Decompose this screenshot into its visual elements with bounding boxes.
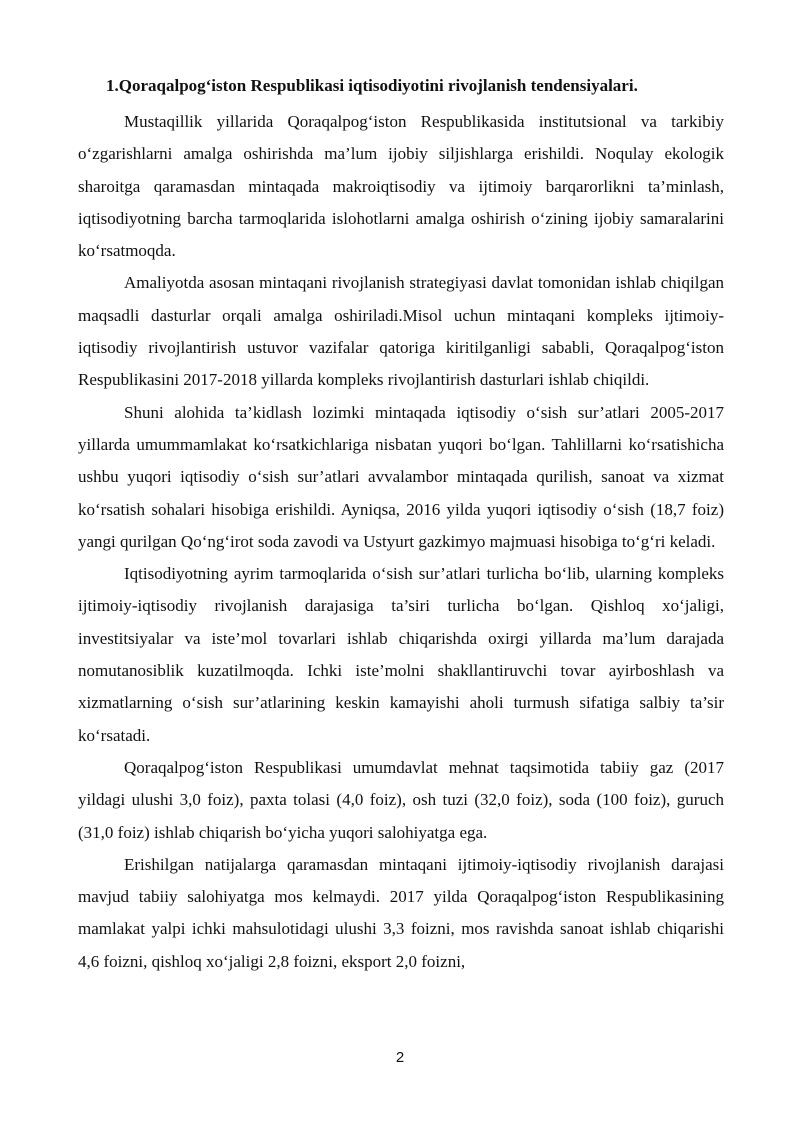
paragraph-6: Erishilgan natijalarga qaramasdan mintaqani ijtimoiy-iqtisodiy rivojlanish darajasi mavjud tabiiy salohiyatga mos kelmaydi. 2017 yilda Qoraqalpog‘iston Respublikasining mamlakat yalpi ichki mahsulotidagi ulushi 3,3 foizni, mos ravishda sanoat ishlab chiqarishi 4,6 foizni, qishloq xo‘jaligi 2,8 foizni, eksport 2,0 foizni, bbox=[78, 854, 724, 971]
document-page bbox=[78, 70, 724, 978]
paragraph-1: Mustaqillik yillarida Qoraqalpog‘iston Respublikasida institutsional va tarkibiy o‘zgarishlarni amalga oshirishda ma’lum ijobiy siljishlarga erishildi. Noqulay ekologik sharoitga qaramasdan mintaqada makroiqtisodiy va ijtimoiy barqarorlikni ta’minlash, iqtisodiyotning barcha tarmoqlarida islohotlarni amalga oshirish o‘zining ijobiy samaralarini ko‘rsatmoqda. bbox=[78, 112, 724, 261]
section-heading: 1.Qoraqalpog‘iston Respublikasi iqtisodiyotini rivojlanish tendensiyalari. bbox=[106, 76, 638, 95]
paragraph-5: Qoraqalpog‘iston Respublikasi umumdavlat mehnat taqsimotida tabiiy gaz (2017 yildagi ulushi 3,0 foiz), paxta tolasi (4,0 foiz), osh tuzi (32,0 foiz), soda (100 foiz), guruch (31,0 foiz) ishlab chiqarish bo‘yicha yuqori salohiyatga ega. bbox=[78, 757, 724, 842]
paragraph-2: Amaliyotda asosan mintaqani rivojlanish strategiyasi davlat tomonidan ishlab chiqilgan maqsadli dasturlar orqali amalga oshiriladi.Misol uchun mintaqani kompleks ijtimoiy-iqtisodiy rivojlantirish ustuvor vazifalar qatoriga kiritilganligi sababli, Qoraqalpog‘iston Respublikasini 2017-2018 yillarda kompleks rivojlantirish dasturlari ishlab chiqildi. bbox=[78, 273, 724, 390]
paragraph-3: Shuni alohida ta’kidlash lozimki mintaqada iqtisodiy o‘sish sur’atlari 2005-2017 yillarda umummamlakat ko‘rsatkichlariga nisbatan yuqori bo‘lgan. Tahlillarni ko‘rsatishicha ushbu yuqori iqtisodiy o‘sish sur’atlari avvalambor mintaqada qurilish, sanoat va xizmat ko‘rsatish sohalari hisobiga erishildi. Ayniqsa, 2016 yilda yuqori iqtisodiy o‘sish (18,7 foiz) yangi qurilgan Qo‘ng‘irot soda zavodi va Ustyurt gazkimyo majmuasi hisobiga to‘g‘ri keladi. bbox=[78, 402, 724, 551]
paragraph-4: Iqtisodiyotning ayrim tarmoqlarida o‘sish sur’atlari turlicha bo‘lib, ularning kompleks ijtimoiy-iqtisodiy rivojlanish darajasiga ta’siri turlicha bo‘lgan. Qishloq xo‘jaligi, investitsiyalar va iste’mol tovarlari ishlab chiqarishda oxirgi yillarda ma’lum darajada nomutanosiblik kuzatilmoqda. Ichki iste’molni shakllantiruvchi tovar ayirboshlash va xizmatlarning o‘sish sur’atlarining keskin kamayishi aholi turmush sifatiga salbiy ta’sir ko‘rsatadi. bbox=[78, 564, 724, 745]
page-number: 2 bbox=[395, 1049, 405, 1066]
